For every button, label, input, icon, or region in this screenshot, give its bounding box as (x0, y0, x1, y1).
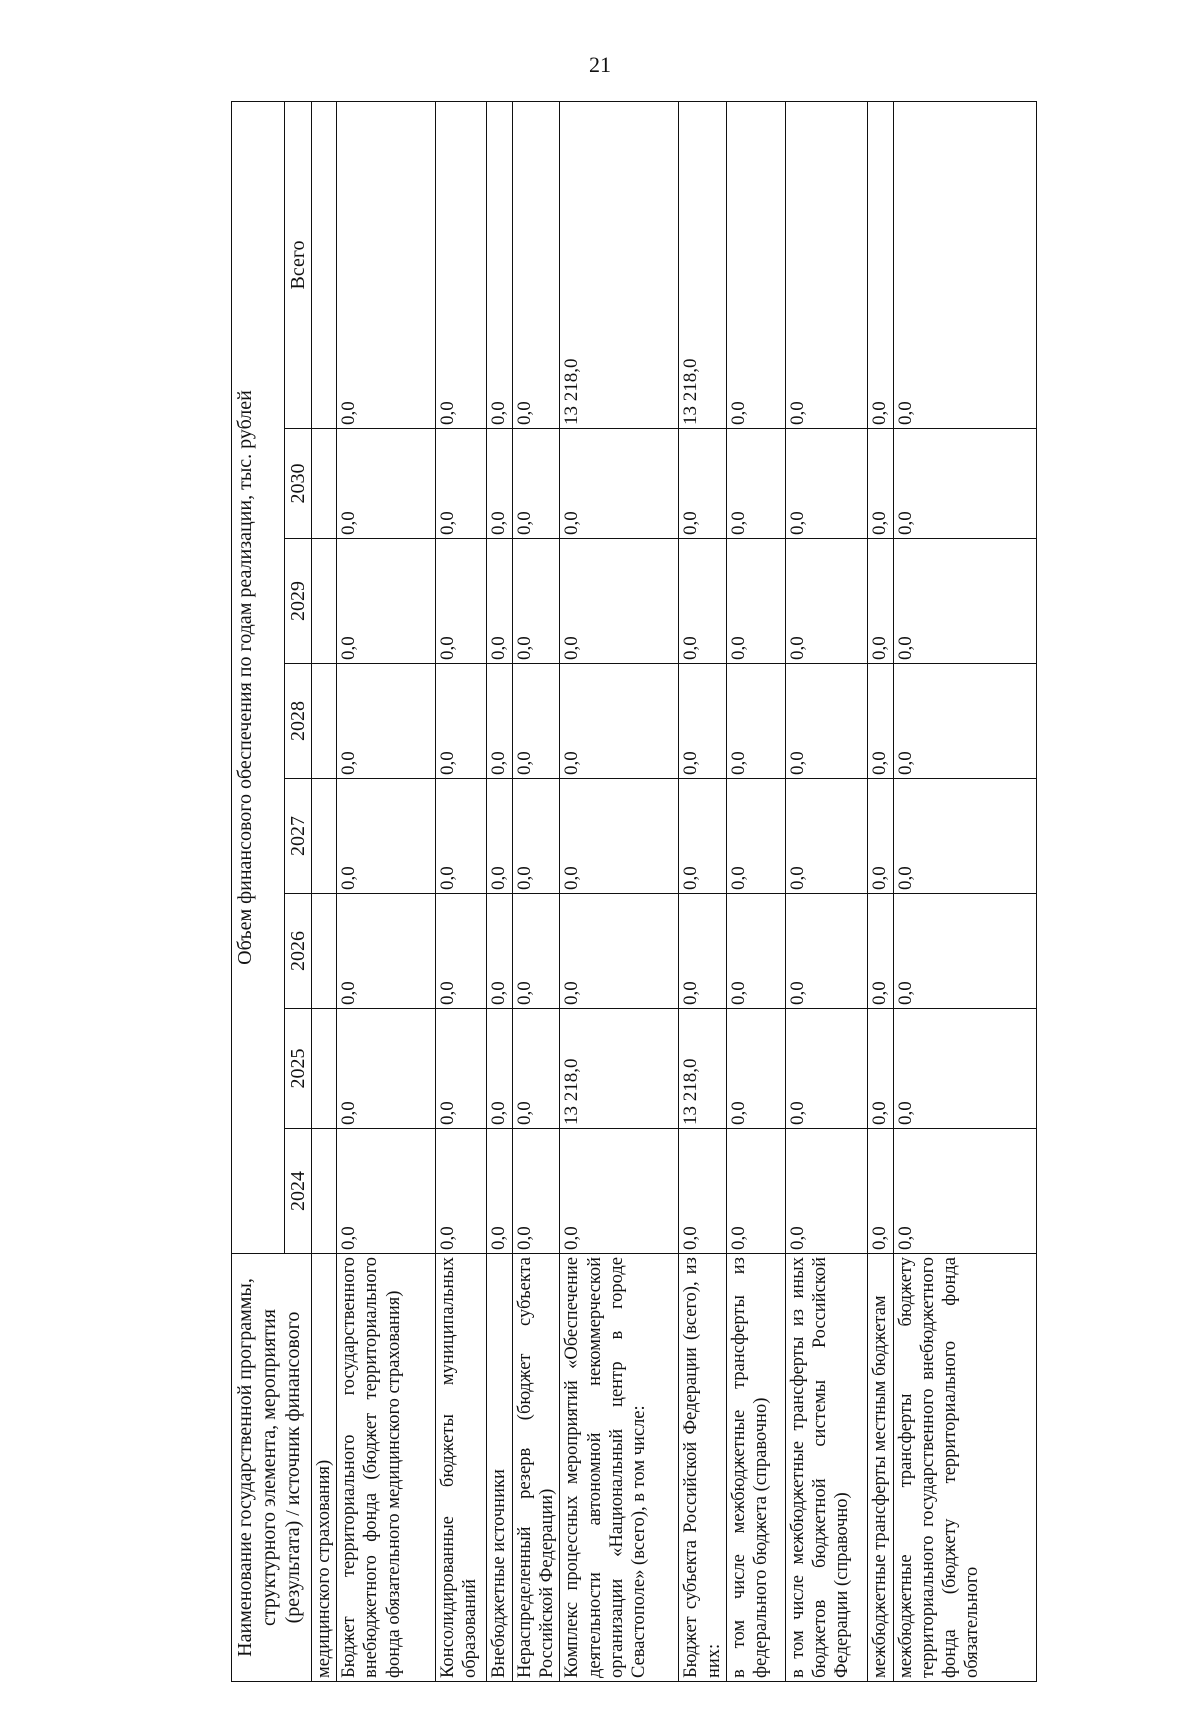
table-row (312, 101, 337, 1681)
value-cell: 0,0 (679, 1129, 726, 1254)
value-cell: 0,0 (512, 894, 559, 1009)
value-cell: 0,0 (436, 539, 487, 664)
value-cell: 0,0 (436, 664, 487, 779)
value-cell: 0,0 (785, 894, 867, 1009)
financing-table (231, 101, 1037, 1682)
value-cell: 0,0 (726, 429, 785, 539)
year-header: 2029 (285, 539, 312, 664)
total-cell: 0,0 (893, 101, 1036, 428)
year-header: 2028 (285, 664, 312, 779)
value-cell: 0,0 (512, 779, 559, 894)
year-header: 2030 (285, 429, 312, 539)
row-name-cell: Нераспределенный резерв (бюджет субъекта Российской Федерации) (512, 1254, 559, 1682)
value-cell: 0,0 (726, 894, 785, 1009)
value-cell: 0,0 (893, 1009, 1036, 1129)
value-cell: 0,0 (560, 664, 679, 779)
value-cell (312, 429, 337, 539)
value-cell (312, 539, 337, 664)
value-cell: 0,0 (893, 539, 1036, 664)
row-name-cell: Консолидированные бюджеты муниципальных образований (436, 1254, 487, 1682)
table-row (679, 101, 726, 1681)
year-header: 2025 (285, 1009, 312, 1129)
value-cell: 0,0 (436, 429, 487, 539)
value-cell: 0,0 (679, 894, 726, 1009)
value-cell: 0,0 (560, 429, 679, 539)
year-header: 2026 (285, 894, 312, 1009)
table-row (436, 101, 487, 1681)
value-cell: 0,0 (726, 779, 785, 894)
total-cell: 0,0 (512, 101, 559, 428)
value-cell: 0,0 (679, 539, 726, 664)
row-name-cell: Внебюджетные источники (487, 1254, 513, 1682)
value-cell: 0,0 (436, 779, 487, 894)
row-name-cell: Бюджет территориального государственного внебюджетного фонда (бюджет территориального фонда обязательного медицинского страхования) (337, 1254, 436, 1682)
table-row (867, 101, 893, 1681)
table-row (337, 101, 436, 1681)
value-cell: 0,0 (337, 429, 436, 539)
row-name-cell: медицинского страхования) (312, 1254, 337, 1682)
value-cell: 0,0 (785, 539, 867, 664)
total-cell: 0,0 (867, 101, 893, 428)
value-cell: 0,0 (487, 1009, 513, 1129)
value-cell: 0,0 (337, 1009, 436, 1129)
row-name-cell: в том числе межбюджетные трансферты из федерального бюджета (справочно) (726, 1254, 785, 1682)
value-cell: 0,0 (785, 1129, 867, 1254)
value-cell: 0,0 (487, 779, 513, 894)
value-cell: 0,0 (487, 664, 513, 779)
header-row-top (232, 101, 285, 1681)
row-name-cell: межбюджетные трансферты местным бюджетам (867, 1254, 893, 1682)
value-cell: 0,0 (512, 429, 559, 539)
value-cell: 0,0 (337, 1129, 436, 1254)
row-name-cell: в том числе межбюджетные трансферты из иных бюджетов бюджетной системы Российской Федерации (справочно) (785, 1254, 867, 1682)
value-cell: 0,0 (679, 779, 726, 894)
value-cell: 0,0 (512, 1009, 559, 1129)
table-row (560, 101, 679, 1681)
value-cell: 0,0 (867, 1009, 893, 1129)
value-cell (312, 1129, 337, 1254)
value-cell: 0,0 (867, 664, 893, 779)
value-cell: 0,0 (726, 664, 785, 779)
value-cell: 0,0 (785, 1009, 867, 1129)
total-cell: 0,0 (337, 101, 436, 428)
value-cell: 0,0 (487, 429, 513, 539)
value-cell: 0,0 (487, 1129, 513, 1254)
value-cell: 0,0 (487, 894, 513, 1009)
value-cell: 0,0 (726, 539, 785, 664)
year-header: 2027 (285, 779, 312, 894)
value-cell: 0,0 (560, 779, 679, 894)
row-name-cell: Комплекс процессных мероприятий «Обеспечение деятельности автономной некоммерческой организации «Национальный центр в городе Севастополе» (всего), в том числе: (560, 1254, 679, 1682)
value-cell: 0,0 (867, 894, 893, 1009)
table-row (512, 101, 559, 1681)
value-cell: 0,0 (337, 539, 436, 664)
value-cell: 0,0 (436, 1009, 487, 1129)
value-cell (312, 1009, 337, 1129)
value-cell: 0,0 (785, 429, 867, 539)
table-row (785, 101, 867, 1681)
value-cell: 0,0 (337, 894, 436, 1009)
value-cell: 0,0 (337, 664, 436, 779)
value-cell: 0,0 (867, 539, 893, 664)
value-cell: 0,0 (785, 779, 867, 894)
value-cell: 0,0 (867, 429, 893, 539)
row-name-cell: межбюджетные трансферты бюджету территориального государственного внебюджетного фонда (бюджету территориального фонда обязательного (893, 1254, 1036, 1682)
total-cell: 13 218,0 (679, 101, 726, 428)
rotated-table-wrapper (231, 102, 1008, 1682)
header-name-cell: Наименование государственной программы, структурного элемента, мероприятия (результата) / источник финансового (232, 1254, 312, 1682)
value-cell: 0,0 (560, 1129, 679, 1254)
total-cell: 13 218,0 (560, 101, 679, 428)
total-cell: 0,0 (726, 101, 785, 428)
value-cell: 0,0 (560, 894, 679, 1009)
value-cell: 0,0 (512, 539, 559, 664)
total-cell: 0,0 (487, 101, 513, 428)
value-cell: 0,0 (679, 429, 726, 539)
value-cell: 0,0 (867, 1129, 893, 1254)
value-cell: 0,0 (893, 664, 1036, 779)
table-row (893, 101, 1036, 1681)
value-cell (312, 664, 337, 779)
value-cell: 0,0 (893, 894, 1036, 1009)
value-cell (312, 894, 337, 1009)
value-cell: 0,0 (867, 779, 893, 894)
table-row (726, 101, 785, 1681)
value-cell: 0,0 (512, 664, 559, 779)
value-cell: 0,0 (512, 1129, 559, 1254)
value-cell: 13 218,0 (679, 1009, 726, 1129)
value-cell: 0,0 (893, 779, 1036, 894)
value-cell: 0,0 (337, 779, 436, 894)
table-row (487, 101, 513, 1681)
total-header: Всего (285, 101, 312, 428)
value-cell: 0,0 (487, 539, 513, 664)
value-cell: 13 218,0 (560, 1009, 679, 1129)
year-header: 2024 (285, 1129, 312, 1254)
value-cell: 0,0 (679, 664, 726, 779)
value-cell (312, 779, 337, 894)
table-body (312, 101, 1037, 1681)
value-cell: 0,0 (893, 429, 1036, 539)
value-cell: 0,0 (436, 1129, 487, 1254)
total-cell: 0,0 (785, 101, 867, 428)
value-cell: 0,0 (785, 664, 867, 779)
total-cell (312, 101, 337, 428)
page-number: 21 (589, 52, 611, 77)
value-cell: 0,0 (726, 1129, 785, 1254)
header-volume-cell: Объем финансового обеспечения по годам реализации, тыс. рублей (232, 101, 285, 1253)
row-name-cell: Бюджет субъекта Российской Федерации (всего), из них: (679, 1254, 726, 1682)
value-cell: 0,0 (726, 1009, 785, 1129)
value-cell: 0,0 (560, 539, 679, 664)
total-cell: 0,0 (436, 101, 487, 428)
value-cell: 0,0 (436, 894, 487, 1009)
value-cell: 0,0 (893, 1129, 1036, 1254)
